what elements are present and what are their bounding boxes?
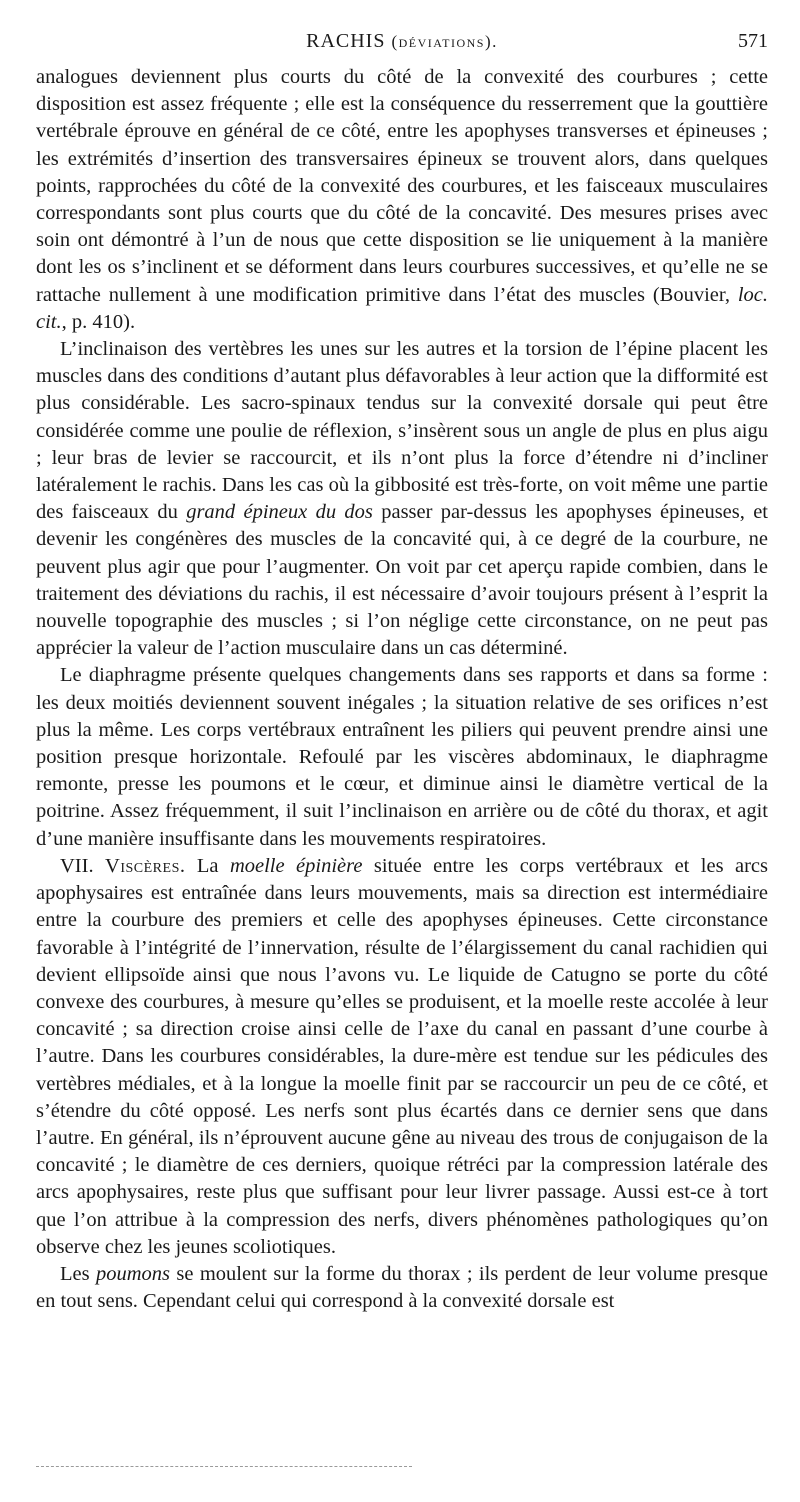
footer-dashed-rule [36, 1466, 412, 1467]
paragraph-text: Le diaphragme présente quelques changements dans ses rapports et dans sa forme : les deux moitiés deviennent souvent inégales ; la situation relative de ses orifices n’est plus la même. Les corps vertébraux entraînent les piliers qui peuvent prendre ainsi une position presque horizontale. Refoulé par les viscères abdominaux, le diaphragme remonte, presse les poumons et le cœur, et diminue ainsi le diamètre vertical de la poitrine. Assez fréquemment, il suit l’inclinaison en arrière ou de côté du thorax, et agit d’une manière insuffisante dans les mouvements respiratoires. [36, 664, 768, 850]
header-title-main: RACHIS [306, 30, 386, 52]
page-number: 571 [738, 30, 768, 52]
paragraph-diaphragme [36, 662, 768, 852]
section-heading: Viscères. [105, 854, 186, 877]
section-number: VII. [60, 854, 94, 877]
header-title [36, 30, 768, 53]
paragraph-text: Les [60, 1262, 96, 1285]
body-text [36, 64, 768, 1315]
paragraph-muscles-continued [36, 64, 768, 336]
paragraph-inclinaison [36, 336, 768, 662]
organ-name-italic: moelle épinière [229, 854, 363, 877]
paragraph-text-end: se moulent sur la forme du thorax ; ils perdent de leur volume presque en tout sens. Cependant celui qui correspond à la convexité dorsale est [36, 1262, 768, 1313]
paragraph-text-end: située entre les corps vertébraux et les arcs apophysaires est entraînée dans leurs mouvements, mais sa direction est intermédiaire entre la courbure des premiers et celle des apophyses épineuses. Cette circonstance favorable à l’intégrité de l’innervation, résulte de l’élargissement du canal rachidien qui devient ellipsoïde ainsi que nous l’avons vu. Le liquide de Catugno se porte du côté convexe des courbures, à mesure qu’elles se produisent, et la moelle reste accolée à leur concavité ; sa direction croise ainsi celle de l’axe du canal en passant d’une courbe à l’autre. Dans les courbures considérables, la dure-mère est tendue sur les pédicules des vertèbres médiales, et à la longue la moelle finit par se raccourcir un peu de ce côté, et s’étendre du côté opposé. Les nerfs sont plus écartés dans ce dernier sens que dans l’autre. En général, ils n’éprouvent aucune gêne au niveau des trous de conjugaison de la concavité ; le diamètre de ces derniers, quoique rétréci par la compression latérale des arcs apophysaires, reste plus que suffisant pour leur livrer passage. Aussi est-ce à tort que l’on attribue à la compression des nerfs, divers phénomènes pathologiques qu’on observe chez les jeunes scoliotiques. [36, 854, 768, 1258]
paragraph-text-end: passer par-dessus les apophyses épineuses, et devenir les congénères des muscles de la concavité qui, à ce degré de la courbure, ne peuvent plus agir que pour l’augmenter. On voit par cet aperçu rapide combien, dans le traitement des déviations du rachis, il est nécessaire d’avoir toujours présent à l’esprit la nouvelle topographie des muscles ; si l’on néglige cette circonstance, on ne peut pas apprécier la valeur de l’action musculaire dans un cas déterminé. [36, 501, 768, 660]
paragraph-poumons [36, 1261, 768, 1315]
citation-italic: loc. cit. [36, 283, 768, 333]
muscle-name-italic: grand épineux du dos [186, 501, 373, 524]
header-title-subtitle: (déviations). [391, 32, 498, 51]
running-header [36, 30, 768, 60]
paragraph-text-end: , p. 410). [61, 310, 136, 333]
organ-name-italic: poumons [95, 1262, 171, 1285]
paragraph-text: L’inclinaison des vertèbres les unes sur les autres et la torsion de l’épine placent les muscles dans des conditions d’autant plus défavorables à leur action que la difformité est plus considérable. Les sacro-spinaux tendus sur la convexité dorsale qui peut être considérée comme une poulie de réflexion, s’insèrent sous un angle de plus en plus aigu ; leur bras de levier se raccourcit, et ils n’ont plus la force d’étendre ni d’incliner latéralement le rachis. Dans les cas où la gibbosité est très-forte, on voit même une partie des faisceaux du [36, 338, 768, 524]
paragraph-text: analogues deviennent plus courts du côté de la convexité des courbures ; cette disposition est assez fréquente ; elle est la conséquence du resserrement que la gouttière vertébrale éprouve en général de ce côté, entre les apophyses transverses et épineuses ; les extrémités d’insertion des transversaires épineux se trouvent alors, dans quelques points, rapprochées du côté de la convexité des courbures, et les faisceaux musculaires correspondants sont plus courts que du côté de la concavité. Des mesures prises avec soin ont démontré à l’un de nous que cette disposition se lie uniquement à la manière dont les os s’inclinent et se déforment dans leurs courbures successives, et qu’elle ne se rattache nullement à une modification primitive dans l’état des muscles (Bouvier, [36, 66, 768, 306]
paragraph-visceres [36, 853, 768, 1261]
paragraph-text: La [185, 854, 230, 877]
